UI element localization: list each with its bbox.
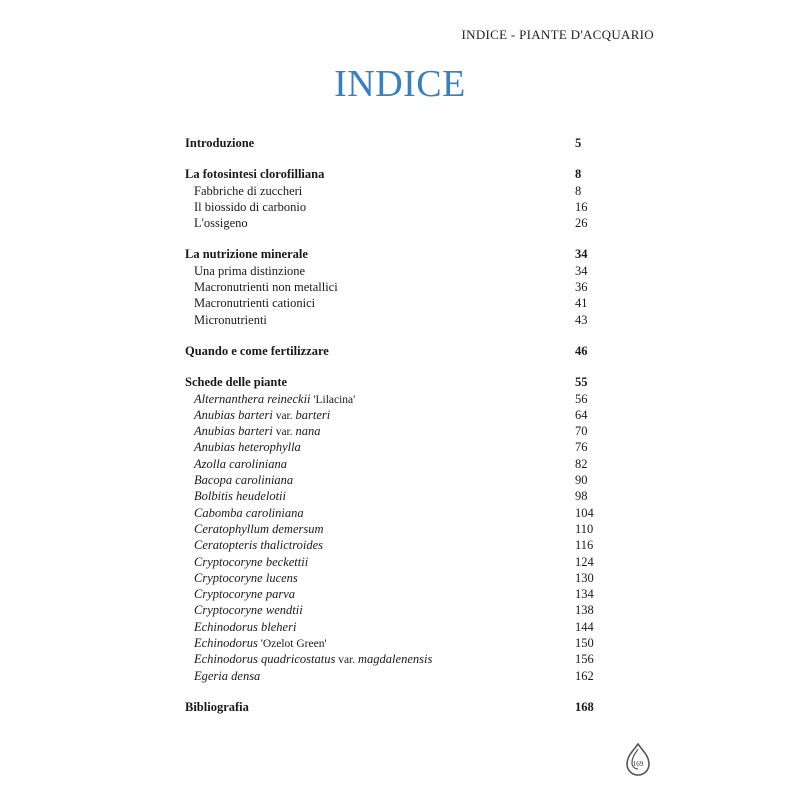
toc-entry-label (185, 651, 432, 668)
toc-entry[interactable] (185, 295, 605, 311)
toc-entry-label: Macronutrienti non metallici (194, 280, 338, 295)
toc-entry-page: 90 (575, 473, 588, 488)
toc-entry[interactable] (185, 183, 605, 199)
toc-entry-label (185, 456, 287, 472)
toc-entry-label (185, 537, 323, 553)
toc-entry-label-italic: Alternanthera reineckii (194, 391, 311, 406)
toc-entry-label (185, 602, 303, 618)
toc-entry-label (185, 521, 324, 537)
toc-entry-label-italic: Echinodorus bleheri (194, 619, 297, 634)
toc-section-nutrizione (185, 246, 605, 327)
toc-section-fertilizzare (185, 343, 605, 359)
toc-entry[interactable] (185, 554, 605, 570)
toc-entry-page: 64 (575, 407, 588, 422)
toc-entry-page: 138 (575, 603, 594, 618)
toc-entry-page: 144 (575, 619, 594, 634)
toc-entry-label-italic: Egeria densa (194, 668, 261, 683)
toc-entry-label (185, 554, 308, 570)
toc-entry-page: 5 (575, 136, 582, 150)
toc-entry-page: 156 (575, 652, 594, 667)
toc-entry-page: 26 (575, 216, 588, 231)
toc-entry-page: 16 (575, 199, 588, 214)
page-title: INDICE (334, 63, 466, 105)
toc-entry-label (185, 391, 355, 408)
toc-entry-label-italic: nana (295, 424, 321, 439)
toc-entry-label-roman: var. (335, 654, 359, 667)
toc-entry-label (185, 505, 304, 521)
toc-entry-page: 82 (575, 456, 588, 471)
toc-entry-label-italic: Cabomba caroliniana (194, 505, 304, 520)
table-of-contents (185, 135, 605, 730)
toc-entry-page: 43 (575, 312, 588, 327)
toc-entry-label-italic: Ceratophyllum demersum (194, 521, 324, 536)
toc-entry-label-italic: Echinodorus quadricostatus (194, 652, 336, 667)
toc-entry[interactable] (185, 456, 605, 472)
toc-entry-label: Micronutrienti (194, 312, 267, 327)
toc-entry-page: 8 (575, 183, 582, 198)
toc-entry[interactable] (185, 521, 605, 537)
toc-entry-label-roman: 'Ozelot Green' (257, 638, 327, 651)
toc-entry-label (185, 635, 327, 652)
toc-entry-label-italic: Cryptocoryne lucens (194, 570, 298, 585)
toc-entry-label-italic: Bolbitis heudelotii (194, 489, 287, 504)
toc-entry-page: 41 (575, 296, 588, 311)
toc-entry-label: Fabbriche di zuccheri (194, 183, 303, 198)
plant-sheet-list (185, 391, 605, 684)
toc-entry-label-italic: Cryptocoryne beckettii (194, 554, 309, 569)
toc-entry-label: La nutrizione minerale (185, 247, 308, 262)
toc-entry[interactable] (185, 488, 605, 504)
toc-entry-label: La fotosintesi clorofilliana (185, 167, 325, 182)
toc-entry[interactable] (185, 668, 605, 684)
toc-entry-label: L'ossigeno (194, 216, 248, 231)
toc-entry-page: 55 (575, 375, 588, 390)
toc-entry[interactable] (185, 586, 605, 602)
toc-entry[interactable] (185, 246, 605, 262)
toc-entry-label-roman: var. (272, 426, 296, 439)
toc-entry[interactable] (185, 199, 605, 215)
toc-entry[interactable] (185, 472, 605, 488)
toc-entry-page: 168 (575, 699, 594, 714)
toc-entry-label (185, 619, 296, 635)
toc-entry[interactable] (185, 166, 605, 182)
toc-entry[interactable] (185, 374, 605, 390)
toc-entry-label (185, 472, 293, 488)
toc-entry-page: 162 (575, 668, 594, 683)
toc-entry-label-roman: var. (272, 409, 296, 422)
toc-entry-page: 116 (575, 538, 594, 553)
toc-entry[interactable] (185, 407, 605, 423)
toc-entry-label-italic: Azolla caroliniana (194, 456, 287, 471)
toc-entry-label-italic: Bacopa caroliniana (194, 473, 294, 488)
toc-entry-page: 46 (575, 343, 588, 358)
toc-entry[interactable] (185, 343, 605, 359)
toc-entry-label-italic: magdalenensis (358, 652, 433, 667)
toc-entry[interactable] (185, 635, 605, 651)
toc-entry-page: 56 (575, 391, 588, 406)
toc-entry-page: 124 (575, 554, 594, 569)
toc-entry-page: 70 (575, 424, 588, 439)
toc-entry[interactable] (185, 439, 605, 455)
toc-entry-label-italic: Cryptocoryne wendtii (194, 603, 303, 618)
toc-entry-label-italic: Ceratopteris thalictroides (194, 538, 324, 553)
toc-entry-label: Macronutrienti cationici (194, 296, 316, 311)
toc-entry-page: 104 (575, 505, 594, 520)
toc-entry[interactable] (185, 602, 605, 618)
toc-entry[interactable] (185, 699, 605, 715)
toc-entry-label: Il biossido di carbonio (194, 199, 307, 214)
toc-entry[interactable] (185, 391, 605, 407)
page-number: 169 (632, 760, 644, 768)
toc-section-intro (185, 135, 605, 151)
toc-entry-label-italic: Echinodorus (194, 636, 258, 651)
toc-entry-page: 34 (575, 247, 588, 262)
toc-entry[interactable] (185, 570, 605, 586)
toc-entry-label: Una prima distinzione (194, 263, 306, 278)
toc-entry-label-italic: Anubias barteri (194, 424, 273, 439)
toc-entry[interactable] (185, 651, 605, 667)
toc-entry-label (185, 668, 260, 684)
toc-entry[interactable] (185, 619, 605, 635)
toc-entry-label (185, 407, 330, 424)
toc-section-schede (185, 374, 605, 684)
toc-entry-label-italic: Cryptocoryne parva (194, 587, 296, 602)
toc-entry-label (185, 488, 286, 504)
toc-entry[interactable] (185, 263, 605, 279)
toc-entry-label: Quando e come fertilizzare (185, 343, 329, 358)
toc-entry-label: Introduzione (185, 136, 255, 150)
toc-entry-label-italic: Anubias heterophylla (194, 440, 301, 455)
toc-entry-label-italic: barteri (295, 407, 331, 422)
toc-section-bibliografia (185, 699, 605, 715)
toc-entry-label (185, 586, 295, 602)
toc-entry[interactable] (185, 279, 605, 295)
toc-entry-page: 8 (575, 167, 582, 182)
toc-entry-label (185, 570, 298, 586)
toc-entry-page: 98 (575, 489, 588, 504)
toc-entry-label-roman: 'Lilacina' (310, 393, 356, 406)
toc-section-fotosintesi (185, 166, 605, 231)
running-header: INDICE - PIANTE D'ACQUARIO (461, 27, 654, 42)
toc-entry-label: Bibliografia (185, 699, 249, 714)
toc-entry-label: Schede delle piante (185, 375, 288, 390)
toc-entry-page: 76 (575, 440, 588, 455)
toc-entry[interactable] (185, 312, 605, 328)
toc-entry[interactable] (185, 215, 605, 231)
toc-entry-label (185, 423, 321, 440)
toc-entry-page: 134 (575, 587, 594, 602)
toc-entry-page: 34 (575, 263, 588, 278)
toc-entry[interactable] (185, 505, 605, 521)
toc-entry-page: 150 (575, 636, 594, 651)
toc-entry-label (185, 439, 301, 455)
toc-entry-page: 110 (575, 521, 594, 536)
page-folio (623, 742, 653, 778)
toc-entry[interactable] (185, 423, 605, 439)
toc-entry-label-italic: Anubias barteri (194, 407, 273, 422)
toc-entry[interactable] (185, 537, 605, 553)
toc-entry[interactable] (185, 135, 605, 151)
toc-entry-page: 130 (575, 570, 594, 585)
toc-entry-page: 36 (575, 280, 588, 295)
